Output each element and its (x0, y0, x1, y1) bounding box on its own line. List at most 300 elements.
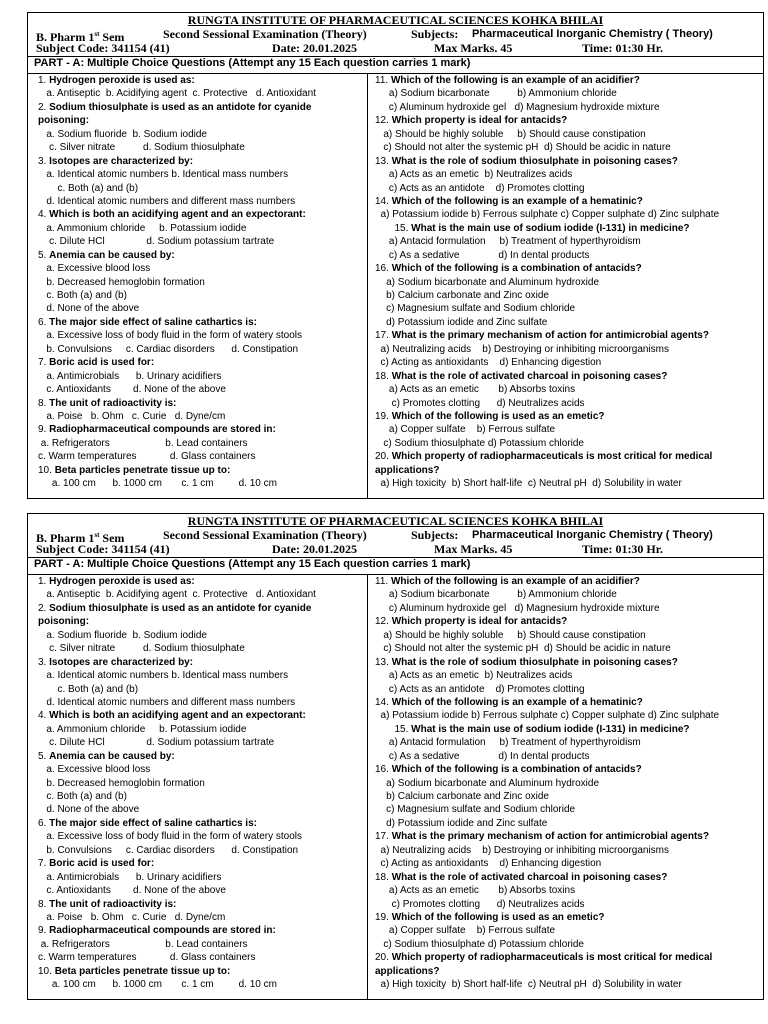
option-line (375, 898, 763, 911)
option-text: c) As a sedative d) In dental products (375, 249, 590, 261)
header-row-2 (28, 543, 763, 557)
question-line (38, 423, 367, 436)
option-line (38, 669, 367, 682)
question-line (38, 316, 367, 329)
option-line (38, 450, 367, 463)
question-text: Radiopharmaceutical compounds are stored in: (49, 925, 276, 937)
option-line (375, 844, 763, 857)
option-line (38, 588, 367, 601)
question-number: 14. (375, 696, 392, 708)
option-line (375, 383, 763, 396)
option-line (375, 182, 763, 195)
question-text: Which of the following is an example of a hematinic? (391, 696, 643, 708)
question-line (375, 329, 763, 342)
question-line (375, 871, 763, 884)
option-line (38, 844, 367, 857)
option-text: a) Copper sulfate b) Ferrous sulfate (375, 925, 556, 937)
question-text: Which of the following is a combination of antacids? (391, 764, 642, 776)
option-line (38, 978, 367, 991)
option-text: c. Antioxidants d. None of the above (38, 384, 226, 396)
question-text: Which is both an acidifying agent and an expectorant: (49, 710, 306, 722)
question-number: 20. (375, 952, 392, 964)
question-text: What is the role of activated charcoal in poisoning cases? (391, 370, 668, 382)
option-text: c. Both (a) and (b) (38, 683, 139, 695)
question-line (375, 74, 763, 87)
option-line (38, 736, 367, 749)
question-line (375, 615, 763, 628)
option-text: a) Potassium iodide b) Ferrous sulphate c) Copper sulphate d) Zinc sulphate (375, 710, 720, 722)
question-number: 18. (375, 871, 392, 883)
option-text: c) Promotes clotting d) Neutralizes acids (375, 898, 585, 910)
option-text: b) Calcium carbonate and Zinc oxide (375, 791, 549, 802)
question-number: 5. (38, 249, 50, 261)
question-number: 10. (38, 965, 55, 977)
option-line (375, 437, 763, 450)
option-line (375, 141, 763, 154)
question-number: 6. (38, 316, 50, 328)
option-text: a. Excessive blood loss (38, 764, 151, 776)
question-text: applications? (375, 965, 440, 977)
max-marks: Max Marks. 45 (434, 541, 513, 556)
option-line (38, 911, 367, 924)
option-text: d. None of the above (38, 804, 140, 816)
option-line (38, 410, 367, 423)
question-number: 12. (375, 115, 392, 127)
option-text: a. Poise b. Ohm c. Curie d. Dyne/cm (38, 911, 226, 923)
option-line (375, 588, 763, 601)
option-line (375, 629, 763, 642)
option-text: a) Should be highly soluble b) Should cause constipation (375, 629, 646, 641)
option-text: c) Acts as an antidote d) Promotes clotting (375, 683, 585, 695)
question-line (375, 911, 763, 924)
option-line (375, 777, 763, 790)
questions-left-column (28, 575, 368, 999)
question-number: 3. (38, 656, 50, 668)
option-text: b. Convulsions c. Cardiac disorders d. Constipation (38, 343, 299, 355)
option-text: c) Magnesium sulfate and Sodium chloride (375, 804, 576, 816)
option-text: c) Sodium thiosulphate d) Potassium chloride (375, 938, 584, 950)
question-text: Which property of radiopharmaceuticals is most critical for medical (391, 952, 713, 964)
option-line (375, 924, 763, 937)
question-line (38, 615, 367, 628)
question-line (38, 750, 367, 763)
option-line (38, 182, 367, 195)
option-line (38, 128, 367, 141)
question-line (38, 101, 367, 114)
question-text: What is the main use of sodium iodide (I-131) in medicine? (411, 222, 690, 234)
question-text: Which property of radiopharmaceuticals is most critical for medical (391, 451, 713, 463)
question-line (375, 965, 763, 978)
question-text: Which property is ideal for antacids? (391, 115, 568, 127)
question-number: 12. (375, 616, 392, 628)
option-text: a) Sodium bicarbonate and Aluminum hydroxide (375, 276, 600, 288)
question-line (375, 723, 763, 736)
question-text: Isotopes are characterized by: (49, 155, 194, 167)
option-text: c) Sodium thiosulphate d) Potassium chloride (375, 437, 584, 449)
option-line (375, 235, 763, 248)
option-text: c. Both (a) and (b) (38, 290, 127, 301)
option-text: c) Acts as an antidote d) Promotes clotting (375, 182, 585, 194)
question-number: 3. (38, 155, 50, 167)
option-line (375, 683, 763, 696)
option-text: a) Sodium bicarbonate b) Ammonium chloride (375, 589, 617, 601)
question-number: 11. (375, 75, 391, 86)
question-number: 4. (38, 710, 50, 722)
question-number: 1. (38, 576, 50, 587)
question-number: 13. (375, 656, 392, 668)
question-line (375, 656, 763, 669)
question-line (38, 397, 367, 410)
option-text: c. Both (a) and (b) (38, 791, 127, 802)
option-text: a. Antiseptic b. Acidifying agent c. Protective d. Antioxidant (38, 88, 316, 100)
option-line (38, 289, 367, 302)
option-line (38, 803, 367, 816)
question-text: Beta particles penetrate tissue up to: (54, 965, 231, 977)
subject-code: Subject Code: 341154 (41) (36, 40, 170, 55)
option-text: c. Warm temperatures d. Glass containers (38, 451, 256, 463)
option-text: a. Antimicrobials b. Urinary acidifiers (38, 871, 222, 883)
option-text: c. Silver nitrate d. Sodium thiosulphate (38, 142, 245, 154)
option-line (375, 423, 763, 436)
option-line (375, 978, 763, 991)
option-line (38, 938, 367, 951)
question-line (38, 114, 367, 127)
question-text: Anemia can be caused by: (49, 750, 175, 762)
question-line (38, 924, 367, 937)
option-text: c. Dilute HCl d. Sodium potassium tartrate (38, 737, 275, 749)
question-number: 13. (375, 155, 392, 167)
option-text: a) Neutralizing acids b) Destroying or inhibiting microorganisms (375, 844, 670, 856)
question-number: 19. (375, 410, 392, 422)
question-line (38, 898, 367, 911)
subject-name: Pharmaceutical Inorganic Chemistry ( Theory) (472, 528, 713, 541)
option-line (38, 683, 367, 696)
institute-name: RUNGTA INSTITUTE OF PHARMACEUTICAL SCIENCES KOHKA BHILAI (187, 13, 604, 27)
part-a-heading: PART - A: Multiple Choice Questions (Attempt any 15 Each question carries 1 mark) (28, 56, 763, 70)
option-text: a. Ammonium chloride b. Potassium iodide (38, 222, 247, 234)
option-text: c. Silver nitrate d. Sodium thiosulphate (38, 643, 245, 655)
option-text: c) Aluminum hydroxide gel d) Magnesium hydroxide mixture (375, 602, 660, 614)
question-number: 7. (38, 858, 50, 870)
question-text: Beta particles penetrate tissue up to: (54, 464, 231, 476)
option-line (38, 629, 367, 642)
question-text: Which of the following is an example of an acidifier? (390, 576, 640, 587)
question-number: 2. (38, 602, 50, 614)
option-line (375, 343, 763, 356)
question-line (38, 817, 367, 830)
question-text: Boric acid is used for: (49, 858, 155, 870)
option-line (38, 790, 367, 803)
part-a-heading: PART - A: Multiple Choice Questions (Attempt any 15 Each question carries 1 mark) (28, 557, 763, 571)
subjects-label: Subjects: (411, 26, 459, 41)
question-number: 6. (38, 817, 50, 829)
option-line (375, 289, 763, 302)
question-text: The unit of radioactivity is: (49, 397, 177, 409)
option-text: a. Excessive blood loss (38, 263, 151, 275)
option-text: a) Acts as an emetic b) Neutralizes acids (375, 670, 573, 682)
question-line (375, 155, 763, 168)
option-line (375, 302, 763, 315)
option-text: c) Acting as antioxidants d) Enhancing digestion (375, 858, 602, 870)
option-line (375, 750, 763, 763)
option-line (375, 128, 763, 141)
question-text: The major side effect of saline cathartics is: (49, 316, 257, 328)
question-line (375, 575, 763, 588)
question-text: What is the main use of sodium iodide (I-131) in medicine? (411, 723, 690, 735)
option-line (38, 763, 367, 776)
option-text: a) Acts as an emetic b) Absorbs toxins (375, 384, 576, 396)
question-number: 1. (38, 75, 50, 86)
option-text: c) Acting as antioxidants d) Enhancing digestion (375, 357, 602, 369)
option-text: d) Potassium iodide and Zinc sulfate (375, 316, 548, 328)
header-row-1 (28, 529, 763, 543)
subject-code: Subject Code: 341154 (41) (36, 541, 170, 556)
header-row-2 (28, 42, 763, 56)
option-line (375, 276, 763, 289)
question-line (38, 464, 367, 477)
option-text: a. Antimicrobials b. Urinary acidifiers (38, 370, 222, 382)
option-line (38, 723, 367, 736)
question-number: 9. (38, 424, 50, 436)
option-line (38, 437, 367, 450)
question-line (38, 208, 367, 221)
option-line (38, 262, 367, 275)
option-text: a. Antiseptic b. Acidifying agent c. Protective d. Antioxidant (38, 589, 316, 601)
option-line (38, 329, 367, 342)
question-line (38, 356, 367, 369)
option-text: a) Sodium bicarbonate and Aluminum hydroxide (375, 777, 600, 789)
question-text: poisoning: (38, 616, 90, 628)
question-text: What is the primary mechanism of action for antimicrobial agents? (391, 831, 709, 843)
option-line (375, 884, 763, 897)
option-text: c) Aluminum hydroxide gel d) Magnesium hydroxide mixture (375, 101, 660, 113)
question-text: Radiopharmaceutical compounds are stored in: (49, 424, 276, 436)
option-line (375, 642, 763, 655)
option-line (375, 790, 763, 803)
option-line (38, 87, 367, 100)
question-text: What is the role of sodium thiosulphate in poisoning cases? (391, 656, 678, 668)
question-text: applications? (375, 464, 440, 476)
option-line (38, 222, 367, 235)
option-text: a) High toxicity b) Short half-life c) Neutral pH d) Solubility in water (375, 979, 682, 991)
option-line (38, 871, 367, 884)
option-line (375, 938, 763, 951)
option-line (375, 477, 763, 490)
option-line (38, 477, 367, 490)
option-text: d. Identical atomic numbers and different mass numbers (38, 195, 296, 207)
option-text: a) Sodium bicarbonate b) Ammonium chloride (375, 88, 617, 100)
question-text: The unit of radioactivity is: (49, 898, 177, 910)
question-line (375, 370, 763, 383)
question-text: What is the primary mechanism of action for antimicrobial agents? (391, 330, 709, 342)
question-line (375, 195, 763, 208)
question-number: 8. (38, 898, 50, 910)
option-text: a) High toxicity b) Short half-life c) Neutral pH d) Solubility in water (375, 478, 682, 490)
subjects-label: Subjects: (411, 527, 459, 542)
option-text: d) Potassium iodide and Zinc sulfate (375, 817, 548, 829)
option-text: a. Ammonium chloride b. Potassium iodide (38, 723, 247, 735)
option-line (375, 208, 763, 221)
option-text: a) Should be highly soluble b) Should cause constipation (375, 128, 646, 140)
option-line (375, 736, 763, 749)
question-number: 17. (375, 330, 392, 342)
question-line (375, 951, 763, 964)
question-text: What is the role of sodium thiosulphate in poisoning cases? (391, 155, 678, 167)
option-text: c. Warm temperatures d. Glass containers (38, 952, 256, 964)
question-text: Anemia can be caused by: (49, 249, 175, 261)
option-line (38, 141, 367, 154)
exam-name: Second Sessional Examination (Theory) (163, 527, 367, 542)
question-line (375, 410, 763, 423)
question-number: 11. (375, 576, 391, 587)
exam-date: Date: 20.01.2025 (272, 541, 357, 556)
option-line (38, 370, 367, 383)
questions-right-column (369, 575, 763, 999)
question-text: Boric acid is used for: (49, 357, 155, 369)
exam-sheet-bottom (27, 513, 764, 1000)
option-line (375, 709, 763, 722)
question-number: 16. (375, 263, 392, 275)
question-text: Which of the following is used as an emetic? (391, 410, 605, 422)
option-text: c. Both (a) and (b) (38, 182, 139, 194)
option-text: b. Decreased hemoglobin formation (38, 777, 205, 789)
option-text: a. Identical atomic numbers b. Identical mass numbers (38, 670, 289, 682)
question-line (38, 249, 367, 262)
question-line (38, 709, 367, 722)
exam-sheet-top (27, 12, 764, 499)
question-text: Which of the following is a combination of antacids? (391, 263, 642, 275)
question-line (375, 696, 763, 709)
exam-time: Time: 01:30 Hr. (582, 541, 663, 556)
option-text: c) Magnesium sulfate and Sodium chloride (375, 303, 576, 315)
question-line (375, 114, 763, 127)
option-line (38, 383, 367, 396)
option-text: a) Copper sulfate b) Ferrous sulfate (375, 424, 556, 436)
question-text: Which of the following is an example of a hematinic? (391, 195, 643, 207)
option-line (38, 696, 367, 709)
question-number: 10. (38, 464, 55, 476)
option-line (375, 316, 763, 329)
option-line (38, 951, 367, 964)
option-text: a. Poise b. Ohm c. Curie d. Dyne/cm (38, 410, 226, 422)
option-text: d. Identical atomic numbers and different mass numbers (38, 696, 296, 708)
option-text: a) Acts as an emetic b) Neutralizes acids (375, 169, 573, 181)
question-text: Which of the following is used as an emetic? (391, 911, 605, 923)
exam-name: Second Sessional Examination (Theory) (163, 26, 367, 41)
option-line (38, 343, 367, 356)
question-text: What is the role of activated charcoal in poisoning cases? (391, 871, 668, 883)
subject-name: Pharmaceutical Inorganic Chemistry ( Theory) (472, 27, 713, 40)
option-line (375, 602, 763, 615)
option-line (375, 249, 763, 262)
exam-date: Date: 20.01.2025 (272, 40, 357, 55)
option-text: c) Should not alter the systemic pH d) Should be acidic in nature (375, 142, 671, 154)
option-line (375, 168, 763, 181)
question-number: 15. (375, 222, 412, 234)
question-line (38, 575, 367, 588)
option-line (38, 235, 367, 248)
questions-left-column (28, 74, 368, 498)
option-text: a. Excessive loss of body fluid in the form of watery stools (38, 831, 303, 843)
option-line (38, 777, 367, 790)
question-line (38, 602, 367, 615)
option-line (375, 356, 763, 369)
option-text: a. 100 cm b. 1000 cm c. 1 cm d. 10 cm (38, 478, 277, 490)
question-line (375, 222, 763, 235)
question-line (38, 155, 367, 168)
option-text: c) Promotes clotting d) Neutralizes acids (375, 397, 585, 409)
option-text: a) Acts as an emetic b) Absorbs toxins (375, 885, 576, 897)
option-text: a) Potassium iodide b) Ferrous sulphate c) Copper sulphate d) Zinc sulphate (375, 209, 720, 221)
option-line (38, 830, 367, 843)
option-text: c) Should not alter the systemic pH d) Should be acidic in nature (375, 643, 671, 655)
question-line (38, 857, 367, 870)
question-number: 8. (38, 397, 50, 409)
question-line (375, 450, 763, 463)
question-text: Which property is ideal for antacids? (391, 616, 568, 628)
question-number: 5. (38, 750, 50, 762)
question-number: 15. (375, 723, 412, 735)
program: B. Pharm 1st Sem (36, 29, 125, 44)
exam-time: Time: 01:30 Hr. (582, 40, 663, 55)
question-text: Which is both an acidifying agent and an expectorant: (49, 209, 306, 221)
question-text: Sodium thiosulphate is used as an antidote for cyanide (49, 602, 312, 614)
max-marks: Max Marks. 45 (434, 40, 513, 55)
question-number: 19. (375, 911, 392, 923)
question-number: 4. (38, 209, 50, 221)
option-line (38, 276, 367, 289)
option-text: a. 100 cm b. 1000 cm c. 1 cm d. 10 cm (38, 979, 277, 991)
option-line (38, 642, 367, 655)
option-text: a. Refrigerators b. Lead containers (38, 437, 248, 449)
option-line (38, 168, 367, 181)
option-text: a. Refrigerators b. Lead containers (38, 938, 248, 950)
question-line (375, 262, 763, 275)
option-line (38, 302, 367, 315)
question-number: 2. (38, 101, 50, 113)
question-line (38, 74, 367, 87)
question-number: 18. (375, 370, 392, 382)
option-text: b) Calcium carbonate and Zinc oxide (375, 290, 549, 301)
option-text: c. Dilute HCl d. Sodium potassium tartrate (38, 236, 275, 248)
option-text: a. Sodium fluoride b. Sodium iodide (38, 629, 207, 641)
question-text: Which of the following is an example of an acidifier? (390, 75, 640, 86)
question-line (375, 763, 763, 776)
question-text: poisoning: (38, 115, 90, 127)
question-line (375, 830, 763, 843)
program: B. Pharm 1st Sem (36, 530, 125, 545)
option-line (375, 101, 763, 114)
question-number: 16. (375, 764, 392, 776)
question-number: 7. (38, 357, 50, 369)
questions-right-column (369, 74, 763, 498)
option-text: a) Antacid formulation b) Treatment of hyperthyroidism (375, 236, 641, 248)
option-text: a. Excessive loss of body fluid in the form of watery stools (38, 330, 303, 342)
question-line (375, 464, 763, 477)
question-text: Sodium thiosulphate is used as an antidote for cyanide (49, 101, 312, 113)
option-text: a. Identical atomic numbers b. Identical mass numbers (38, 169, 289, 181)
option-line (38, 195, 367, 208)
option-text: a) Antacid formulation b) Treatment of hyperthyroidism (375, 737, 641, 749)
option-text: d. None of the above (38, 303, 140, 315)
option-text: b. Decreased hemoglobin formation (38, 276, 205, 288)
question-text: Hydrogen peroxide is used as: (49, 75, 195, 86)
option-line (375, 87, 763, 100)
option-line (375, 803, 763, 816)
option-text: a) Neutralizing acids b) Destroying or inhibiting microorganisms (375, 343, 670, 355)
option-line (375, 669, 763, 682)
header-row-1 (28, 28, 763, 42)
